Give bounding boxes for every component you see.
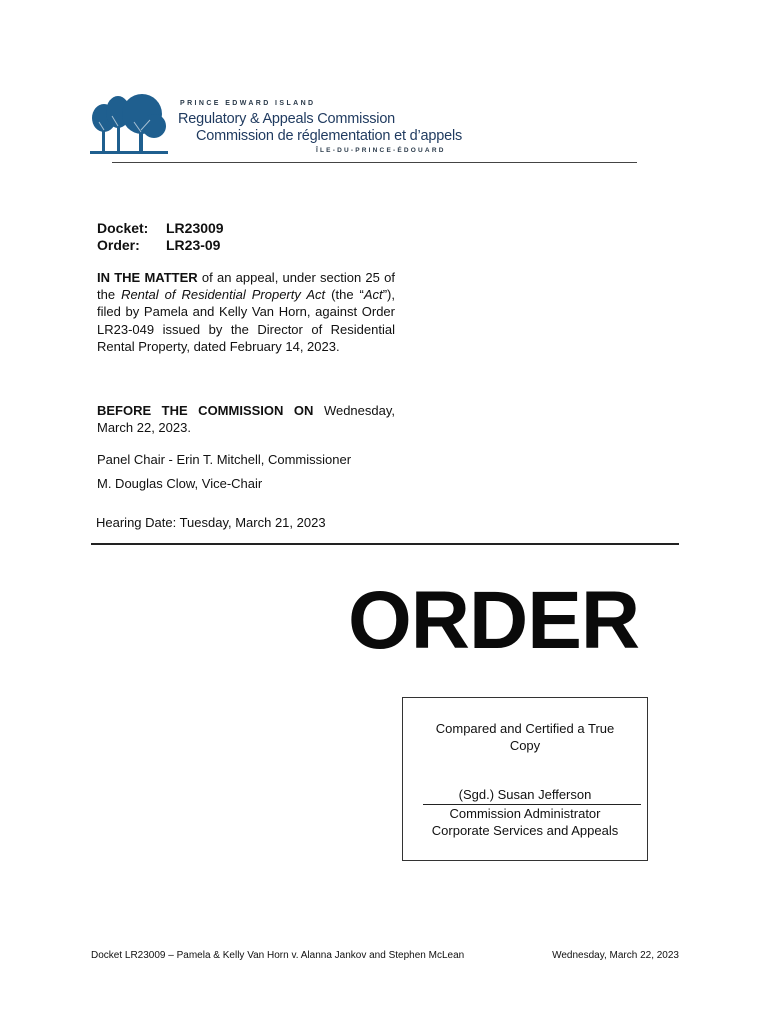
matter-line2-post: (the xyxy=(331,287,354,303)
logo-province-french: ÎLE-DU-PRINCE-ÉDOUARD xyxy=(316,147,446,154)
matter-line4: against Order LR23-049 issued by the Director xyxy=(97,304,395,337)
before-paragraph xyxy=(97,402,395,436)
header-divider xyxy=(112,162,637,163)
hearing-date: Hearing Date: Tuesday, March 21, 2023 xyxy=(96,515,326,530)
docket-label: Docket: xyxy=(97,220,149,236)
matter-line6: 14, 2023. xyxy=(285,338,340,354)
act-name: Rental of Residential Property Act xyxy=(121,287,326,303)
matter-line1: of an appeal, under section 25 xyxy=(201,270,380,285)
cert-role: Commission Administrator xyxy=(449,806,601,821)
cert-signature: (Sgd.) Susan Jefferson xyxy=(458,787,592,802)
matter-line5: of Residential Rental Property, dated February xyxy=(97,321,395,354)
order-label: Order: xyxy=(97,237,140,253)
section-divider xyxy=(91,543,679,545)
document-title: ORDER xyxy=(348,575,640,666)
logo-name-french: Commission de réglementation et d’appels xyxy=(196,128,463,144)
order-value: LR23-09 xyxy=(166,237,221,253)
before-date: March 22, 2023. xyxy=(97,420,191,436)
matter-lead: IN THE MATTER xyxy=(97,270,198,285)
cert-department: Corporate Services and Appeals xyxy=(431,823,619,838)
panel-member: M. Douglas Clow, Vice-Chair xyxy=(97,476,263,491)
panel-chair: Panel Chair - Erin T. Mitchell, Commissioner xyxy=(97,452,352,467)
before-day: Wednesday, xyxy=(323,403,395,418)
logo-name-english: Regulatory & Appeals Commission xyxy=(178,111,396,127)
cert-line1: Compared and Certified a True xyxy=(435,721,615,736)
act-short-name: Act xyxy=(363,287,383,303)
docket-value: LR23009 xyxy=(166,220,224,236)
logo-province-text: PRINCE EDWARD ISLAND xyxy=(180,100,316,107)
cert-line2: Copy xyxy=(509,738,541,753)
matter-line3: ”), filed by Pamela and Kelly Van Horn, xyxy=(97,287,395,320)
before-lead: BEFORE THE COMMISSION ON xyxy=(97,403,314,418)
commission-logo-trees-icon xyxy=(90,92,170,156)
matter-paragraph xyxy=(97,269,395,355)
certification-box xyxy=(402,697,648,861)
matter-quote-open: “ xyxy=(359,287,364,303)
footer-docket: Docket LR23009 – Pamela & Kelly Van Horn v. Alanna Jankov and Stephen McLean xyxy=(91,950,465,961)
footer-date: Wednesday, March 22, 2023 xyxy=(552,950,679,961)
matter-line2-pre: of the xyxy=(97,270,395,303)
